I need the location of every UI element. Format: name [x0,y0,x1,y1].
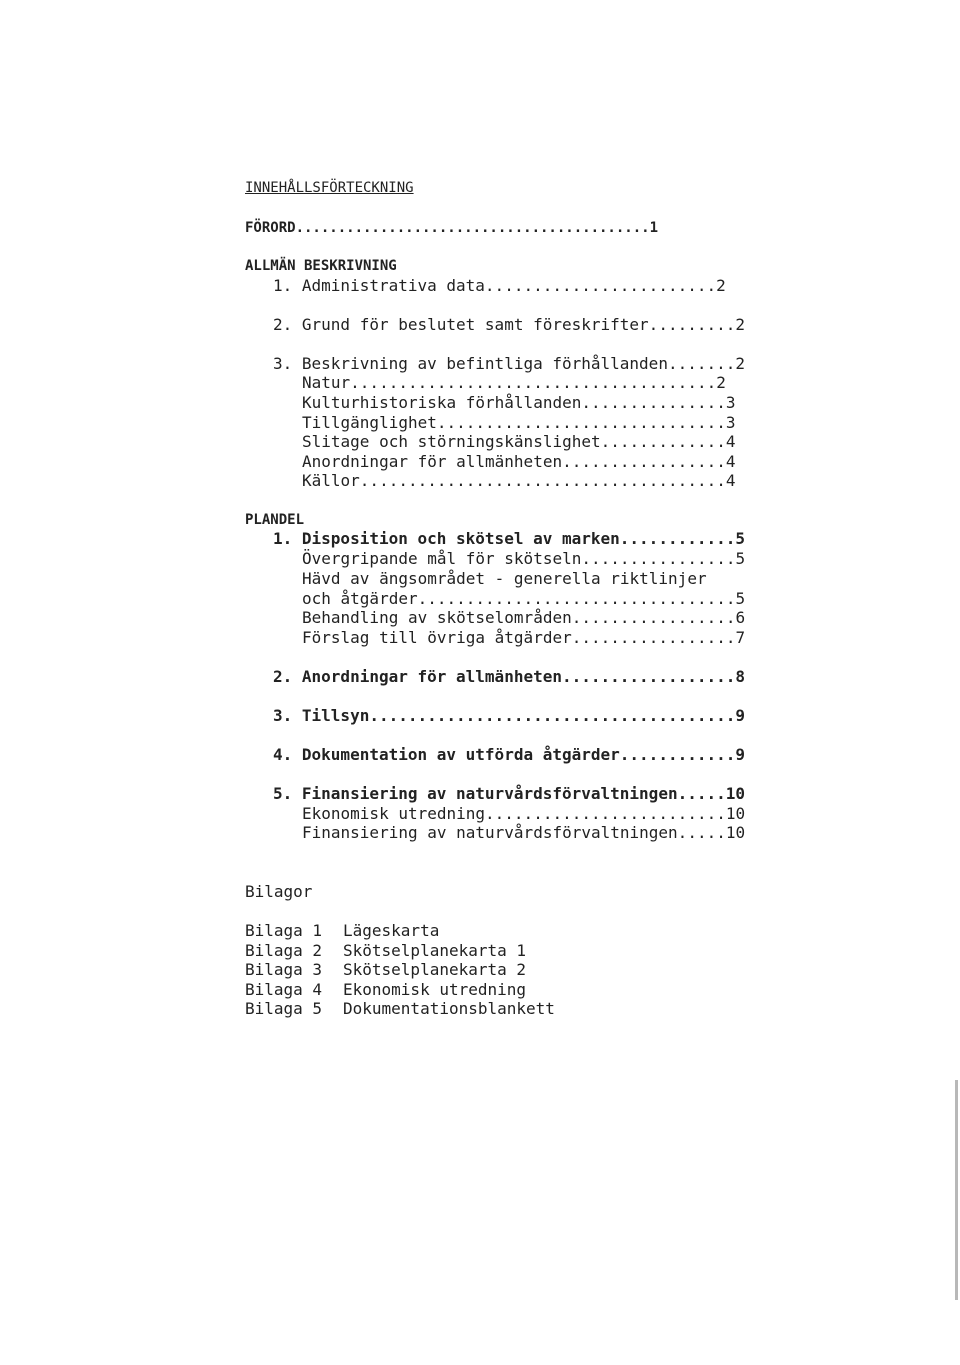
section-heading-plan: PLANDEL [245,512,305,528]
appendix-label: Bilaga 1 [245,921,323,940]
toc-subentry: Behandling av skötselområden.................6 [302,608,746,627]
toc-entry-general-3: 3. Beskrivning av befintliga förhållanden.......2 [273,354,746,373]
toc-subentry: och åtgärder.................................5 [302,589,746,608]
toc-subentry: Finansiering av naturvårdsförvaltningen.....10 [302,823,746,842]
toc-entry-plan-5: 5. Finansiering av naturvårdsförvaltningen.....10 [273,784,746,803]
toc-subentry: Ekonomisk utredning.........................10 [302,804,746,823]
toc-entry-plan-2: 2. Anordningar för allmänheten..................8 [273,667,746,686]
appendix-title: Ekonomisk utredning [343,980,527,999]
toc-subentry: Hävd av ängsområdet - generella riktlinjer [302,569,707,588]
toc-subentry: Natur......................................2 [302,373,726,392]
section-heading-general: ALLMÄN BESKRIVNING [245,258,397,274]
appendix-label: Bilaga 5 [245,999,323,1018]
scan-edge-artifact [955,1080,958,1300]
toc-subentry: Övergripande mål för skötseln................5 [302,549,746,568]
toc-subentry: Förslag till övriga åtgärder.................7 [302,628,746,647]
appendix-title: Skötselplanekarta 1 [343,941,527,960]
toc-subentry: Kulturhistoriska förhållanden...............3 [302,393,736,412]
appendix-title: Skötselplanekarta 2 [343,960,527,979]
toc-entry-general-1: 1. Administrativa data........................2 [273,276,726,295]
toc-entry-foreword: FÖRORD..........................................1 [245,220,659,236]
toc-entry-plan-1: 1. Disposition och skötsel av marken............5 [273,529,746,548]
toc-entry-plan-3: 3. Tillsyn......................................9 [273,706,746,725]
toc-subentry: Slitage och störningskänslighet.............4 [302,432,736,451]
toc-entry-plan-4: 4. Dokumentation av utförda åtgärder............9 [273,745,746,764]
toc-subentry: Tillgänglighet..............................3 [302,413,736,432]
toc-entry-general-2: 2. Grund för beslutet samt föreskrifter.........2 [273,315,746,334]
toc-subentry: Anordningar för allmänheten.................4 [302,452,736,471]
appendix-label: Bilaga 2 [245,941,323,960]
appendix-title: Dokumentationsblankett [343,999,555,1018]
appendix-label: Bilaga 4 [245,980,323,999]
appendix-title: Lägeskarta [343,921,440,940]
appendix-heading: Bilagor [245,882,313,901]
toc-subentry: Källor......................................4 [302,471,736,490]
toc-title: INNEHÅLLSFÖRTECKNING [245,180,414,196]
appendix-label: Bilaga 3 [245,960,323,979]
